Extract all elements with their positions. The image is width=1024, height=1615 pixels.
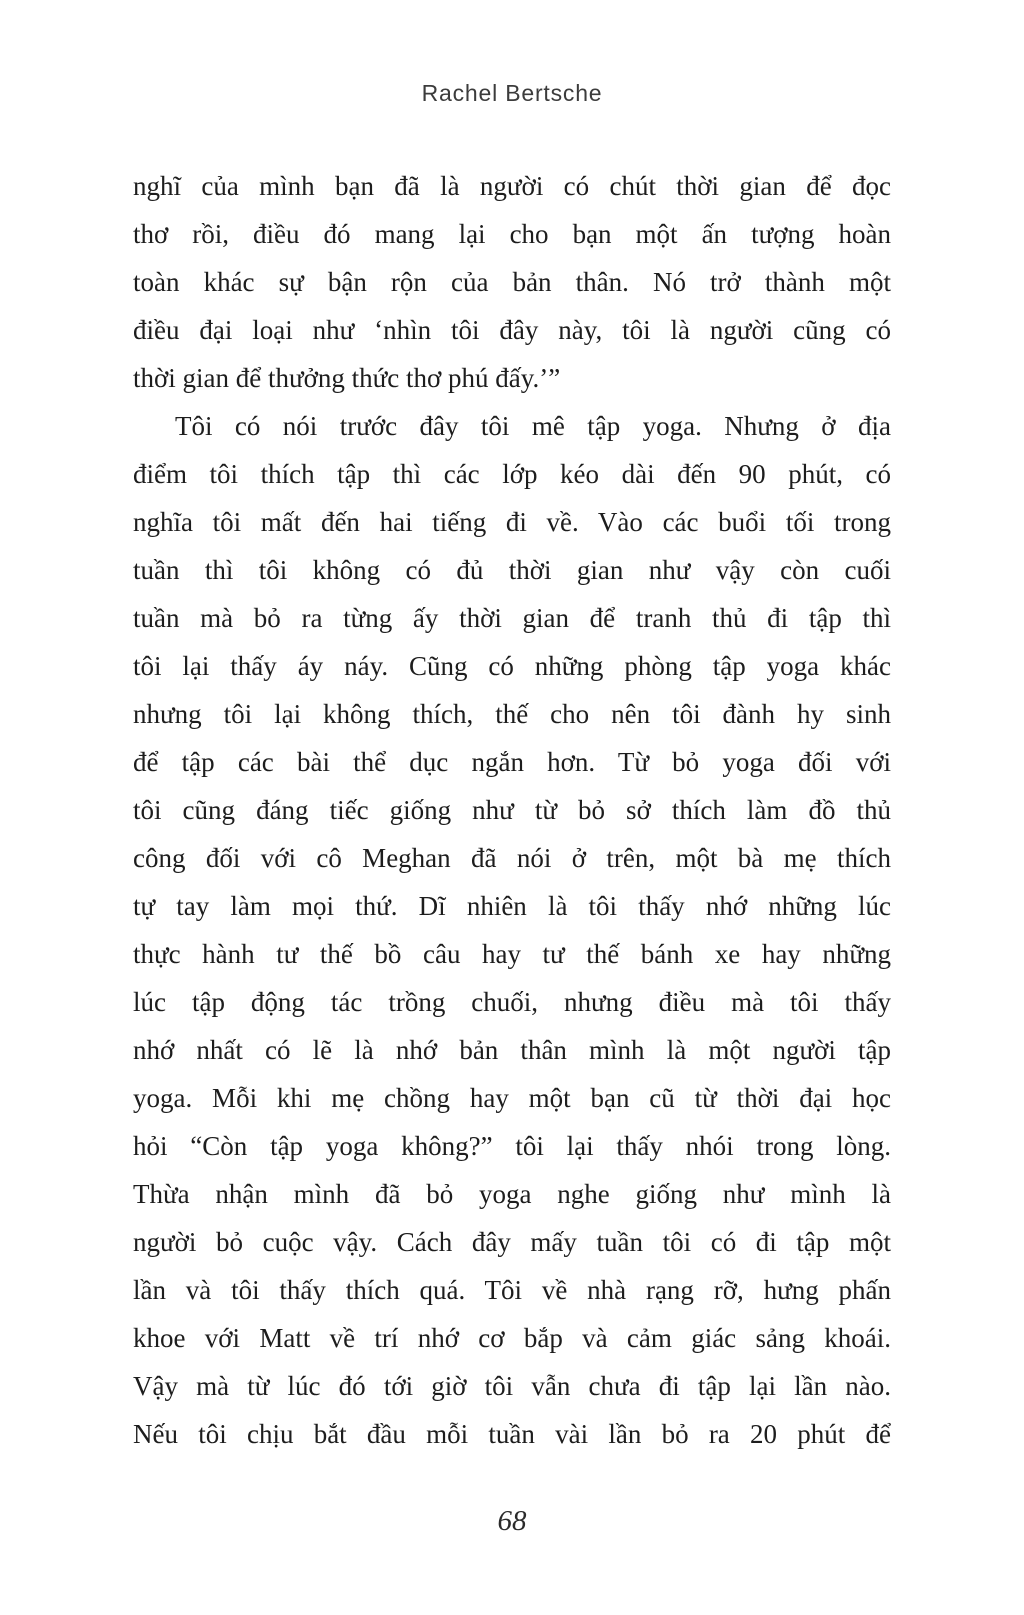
text-line: tuần mà bỏ ra từng ấy thời gian để tranh thủ đi tập thì <box>133 603 891 633</box>
text-line: nghĩ của mình bạn đã là người có chút thời gian để đọc <box>133 171 891 201</box>
text-line: lúc tập động tác trồng chuối, nhưng điều mà tôi thấy <box>133 987 891 1017</box>
text-line: thơ rồi, điều đó mang lại cho bạn một ấn tượng hoàn <box>133 219 891 249</box>
text-line: tôi cũng đáng tiếc giống như từ bỏ sở thích làm đồ thủ <box>133 795 891 825</box>
running-header <box>0 80 1024 107</box>
text-line: Thừa nhận mình đã bỏ yoga nghe giống như mình là <box>133 1179 891 1209</box>
text-line: nghĩa tôi mất đến hai tiếng đi về. Vào các buổi tối trong <box>133 507 891 537</box>
page-footer <box>0 1505 1024 1538</box>
text-line: điều đại loại như ‘nhìn tôi đây này, tôi là người cũng có <box>133 315 891 345</box>
text-line: yoga. Mỗi khi mẹ chồng hay một bạn cũ từ thời đại học <box>133 1083 891 1113</box>
text-line: thời gian để thưởng thức thơ phú đấy.’” <box>133 363 561 393</box>
author-name: Rachel Bertsche <box>421 80 603 106</box>
text-line: điểm tôi thích tập thì các lớp kéo dài đến 90 phút, có <box>133 459 891 489</box>
text-line: tuần thì tôi không có đủ thời gian như vậy còn cuối <box>133 555 891 585</box>
text-line: Tôi có nói trước đây tôi mê tập yoga. Nhưng ở địa <box>175 411 891 441</box>
text-line: lần và tôi thấy thích quá. Tôi về nhà rạng rỡ, hưng phấn <box>133 1275 891 1305</box>
text-line: công đối với cô Meghan đã nói ở trên, một bà mẹ thích <box>133 843 891 873</box>
text-line: tự tay làm mọi thứ. Dĩ nhiên là tôi thấy nhớ những lúc <box>133 891 891 921</box>
text-line: tôi lại thấy áy náy. Cũng có những phòng tập yoga khác <box>133 651 891 681</box>
text-line: khoe với Matt về trí nhớ cơ bắp và cảm giác sảng khoái. <box>133 1323 891 1353</box>
text-line: Nếu tôi chịu bắt đầu mỗi tuần vài lần bỏ ra 20 phút để <box>133 1419 891 1449</box>
text-line: hỏi “Còn tập yoga không?” tôi lại thấy nhói trong lòng. <box>133 1131 891 1161</box>
text-line: Vậy mà từ lúc đó tới giờ tôi vẫn chưa đi tập lại lần nào. <box>133 1371 891 1401</box>
body-text <box>133 162 891 1458</box>
text-line: nhớ nhất có lẽ là nhớ bản thân mình là một người tập <box>133 1035 891 1065</box>
text-line: để tập các bài thể dục ngắn hơn. Từ bỏ yoga đối với <box>133 747 891 777</box>
text-line: toàn khác sự bận rộn của bản thân. Nó trở thành một <box>133 267 891 297</box>
text-line: người bỏ cuộc vậy. Cách đây mấy tuần tôi có đi tập một <box>133 1227 891 1257</box>
page-number: 68 <box>497 1505 527 1537</box>
text-line: nhưng tôi lại không thích, thế cho nên tôi đành hy sinh <box>133 699 891 729</box>
text-line: thực hành tư thế bồ câu hay tư thế bánh xe hay những <box>133 939 891 969</box>
